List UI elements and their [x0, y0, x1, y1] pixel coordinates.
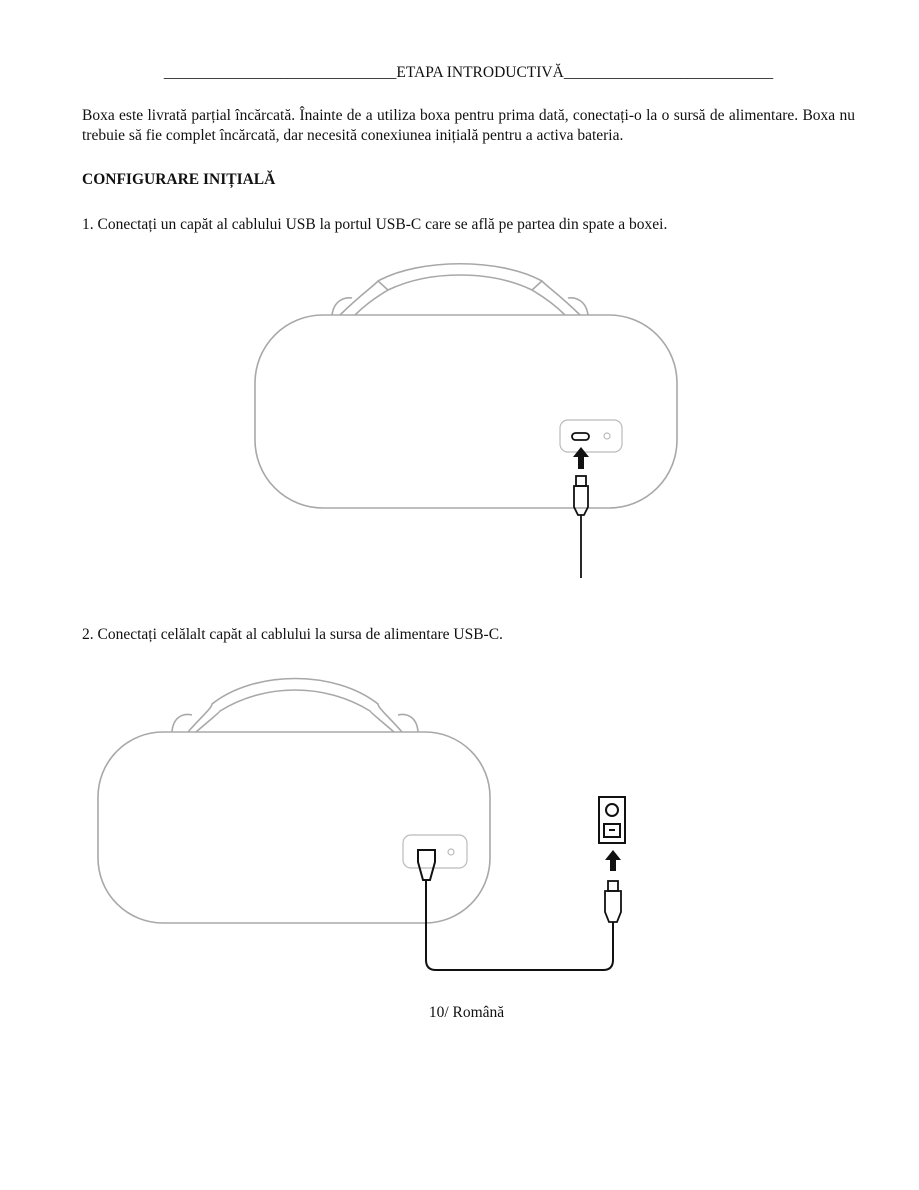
arrow-up-icon	[573, 447, 589, 469]
header-title: ETAPA INTRODUCTIVĂ	[396, 64, 564, 81]
port-panel	[560, 420, 622, 452]
speaker-body	[98, 732, 490, 923]
usb-c-plug-icon	[574, 476, 588, 578]
figure-1-speaker-usb-connection	[255, 264, 677, 578]
header-rule-right: ___________________________	[563, 64, 774, 81]
power-outlet-icon	[599, 797, 625, 843]
speaker-handle	[332, 264, 588, 315]
led-indicator-icon	[604, 433, 610, 439]
usb-c-port-icon	[572, 433, 589, 440]
speaker-body	[255, 315, 677, 508]
led-indicator-icon	[448, 849, 454, 855]
header-rule-left: ______________________________	[163, 64, 397, 81]
page-footer: 10/ Română	[428, 1004, 505, 1021]
intro-paragraph: Boxa este livrată parțial încărcată. Înainte de a utiliza boxa pentru prima dată, conectați-o la o sursă de alimentare. Boxa nu trebuie să fie complet încărcată, dar necesită conexiunea inițială pentru a activa bateria.	[82, 107, 855, 144]
speaker-handle	[172, 679, 418, 733]
step-1-text: 1. Conectați un capăt al cablului USB la portul USB-C care se află pe partea din spate a boxei.	[82, 216, 668, 233]
step-2-text: 2. Conectați celălalt capăt al cablului la sursa de alimentare USB-C.	[82, 626, 503, 643]
section-heading: CONFIGURARE INIȚIALĂ	[82, 171, 276, 188]
arrow-up-icon	[605, 850, 621, 871]
usb-c-plug-icon	[605, 881, 621, 922]
figure-2-power-source-connection	[98, 679, 625, 971]
